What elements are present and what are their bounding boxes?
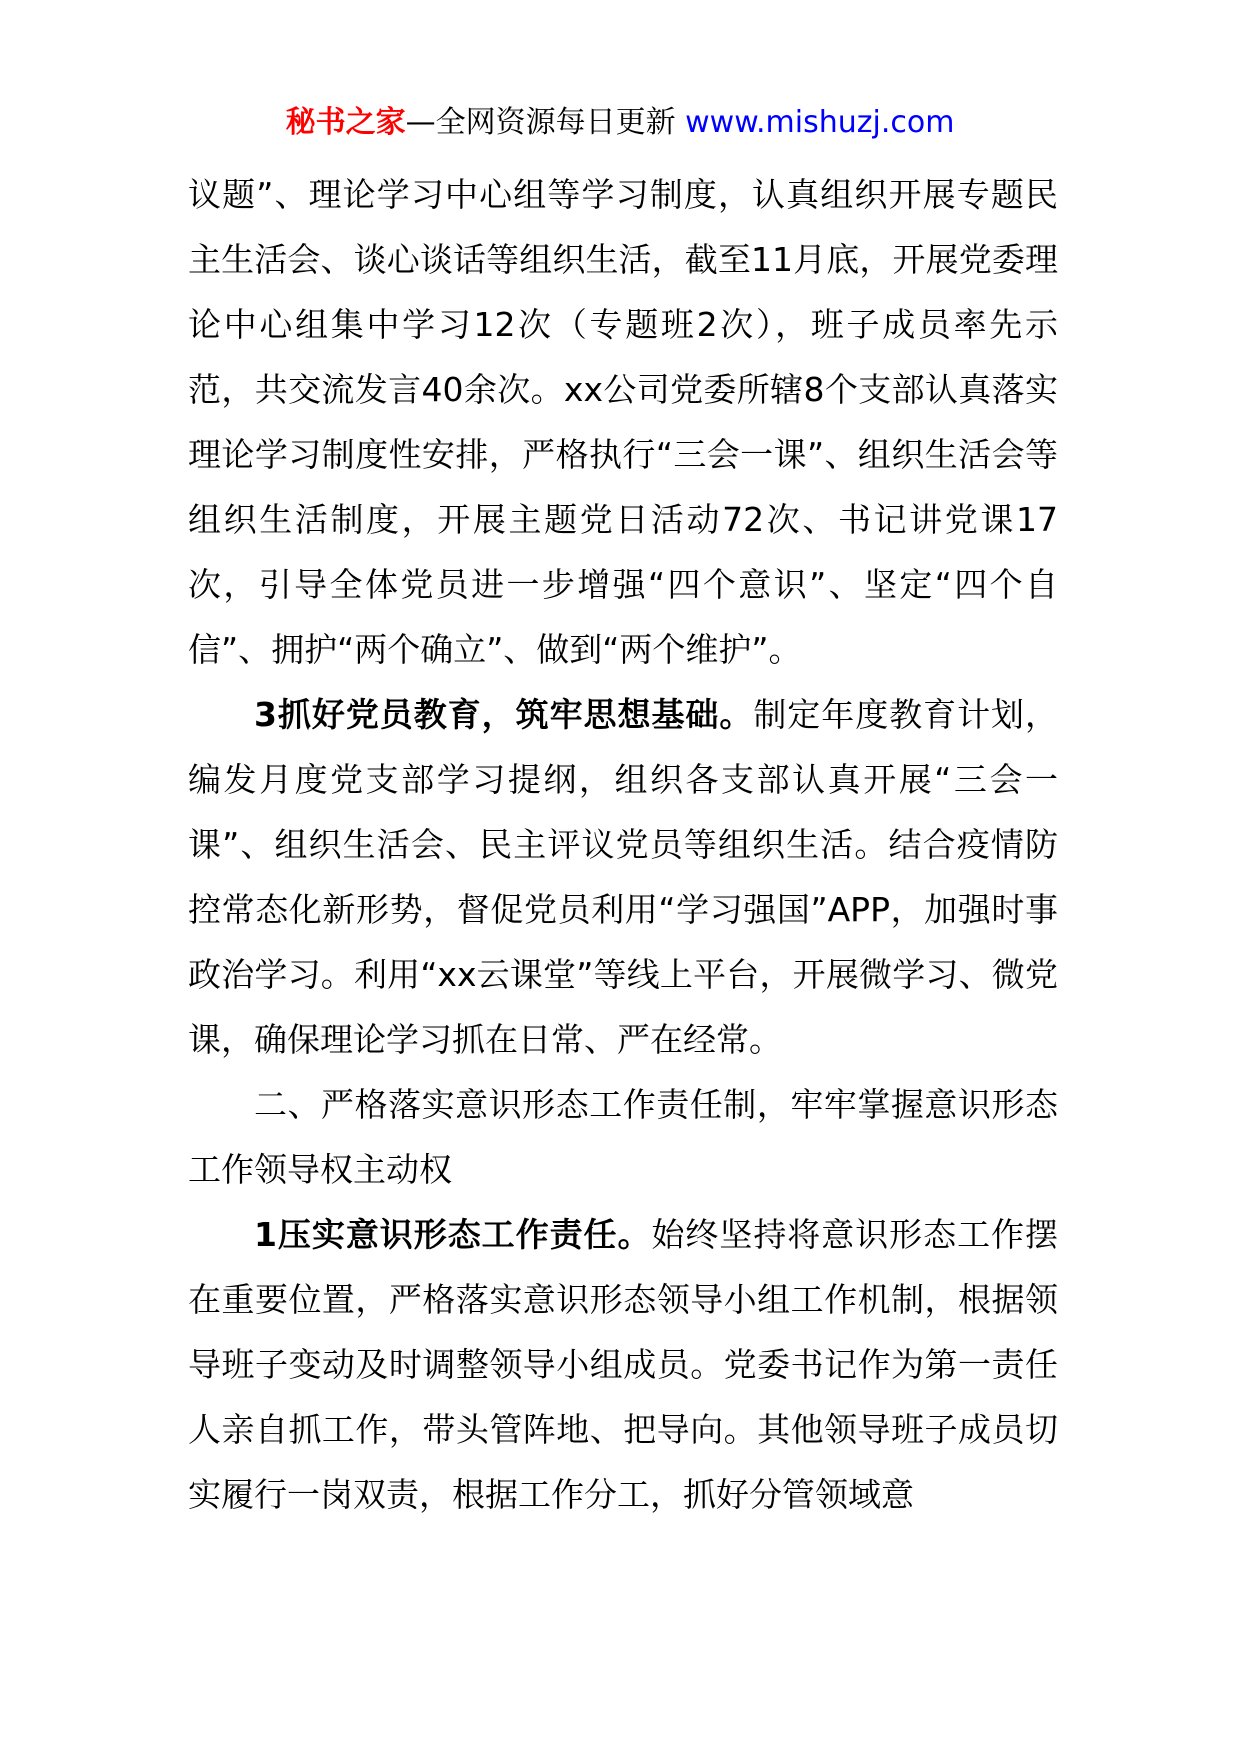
section-heading [188,1072,1058,1202]
paragraph-text: 始终坚持将意识形态工作摆在重要位置，严格落实意识形态领导小组工作机制，根据领导班子变动及时调整领导小组成员。党委书记作为第一责任人亲自抓工作，带头管阵地、把导向。其他领导班子成员切实履行一岗双责，根据工作分工，抓好分管领域意 [188,1215,1059,1514]
paragraph-text: 制定年度教育计划，编发月度党支部学习提纲，组织各支部认真开展“三会一课”、组织生活会、民主评议党员等组织生活。结合疫情防控常态化新形势，督促党员利用“学习强国”APP，加强时事政治学习。利用“xx云课堂”等线上平台，开展微学习、微党课，确保理论学习抓在日常、严在经常。 [188,695,1059,1059]
body-paragraph [188,162,1058,682]
paragraph-text: 二、严格落实意识形态工作责任制，牢牢掌握意识形态工作领导权主动权 [188,1085,1058,1189]
header-brand: 秘书之家 [285,105,406,140]
page-header [0,100,1240,146]
header-tagline: —全网资源每日更新 [405,105,676,140]
document-body [188,162,1058,1527]
paragraph-text: 议题”、理论学习中心组等学习制度，认真组织开展专题民主生活会、谈心谈话等组织生活，截至11月底，开展党委理论中心组集中学习12次（专题班2次），班子成员率先示范，共交流发言40余次。xx公司党委所辖8个支部认真落实理论学习制度性安排，严格执行“三会一课”、组织生活会等组织生活制度，开展主题党日活动72次、书记讲党课17次，引导全体党员进一步增强“四个意识”、坚定“四个自信”、拥护“两个确立”、做到“两个维护”。 [188,175,1058,669]
header-site-link[interactable]: www.mishuzj.com [685,105,955,140]
paragraph-lead: 1压实意识形态工作责任。 [254,1215,652,1254]
paragraph-lead: 3抓好党员教育，筑牢思想基础。 [254,695,754,734]
body-paragraph [188,682,1058,1072]
body-paragraph [188,1202,1058,1527]
